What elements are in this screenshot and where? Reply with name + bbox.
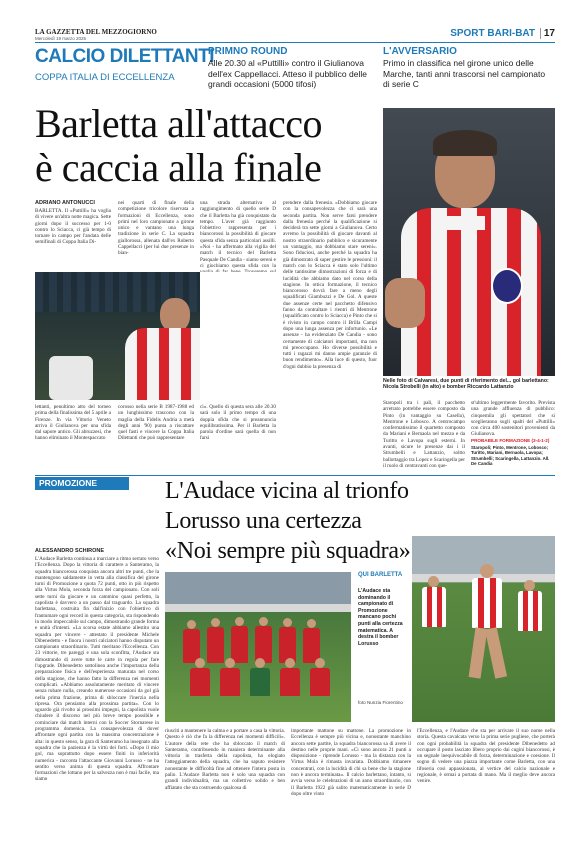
article1-col1: BARLETTA. Il «Puttilli» ha voglia di vivere un'altra notte magica. Sette giorni dopo il successo per 1-0 contro lo Sciacca, ci già tempo di tornare in campo per l'andata delle semifinali di Coppa Italia Di- <box>35 208 111 246</box>
player-figure <box>310 668 330 696</box>
section-rule <box>35 475 555 476</box>
player-head <box>211 618 220 627</box>
player-face <box>160 298 190 332</box>
promo-tag: PROMOZIONE <box>35 477 129 490</box>
jersey-collar <box>445 216 485 230</box>
photo2-credit: foto Nunzia Fiorentino <box>358 700 403 705</box>
promo-col1: L'Audace Barletta continua a marciare a ritmo serrato verso l'Eccellenza. Dopo la vittoria di carattere a Santeramo, la squadra biancorossa conquista ancora altri tre punti, che la mantengono saldamente in vetta alla classifica del girone turni di Promozione a quota 72 punti, otto in più rispetto alla Virtus Mola, seconda forza del campionato. Con soli sette turni da giocare e un cammino quasi perfetto, la capolista è davvero a un passo dal traguardo. La squadra barlettana, costruita fin dall'inizio con l'obiettivo di frantumare ogni record in questa categoria, sta rispondendo in modo impeccabile sul campo, dimostrando grande forma e unità d'intenti. «La scorsa estate abbiamo allestito una squadra per vincere - attestato il presidente Michele Dibenedetto - e finora i nostri calciatori hanno disputato un campionato straordinario. Tutti meritano l'Eccellenza. Con 23 vittorie, tre pareggi e una sola sconfitta, l'Audace sta dimostrando di avere tutte le carte in regola per fare l'upgrade. Dibenedetto sottolinea anche l'importanza della preparazione fisica e dell'esperienza maturata nel corso della stagione, che hanno fatto la differenza nei momenti complicati. «Abbiamo assolutamente meritato di vincere senza rubare nulla, creando numerose occasioni da gol già nella prima frazione, prima di sbloccare l'inerzia nella ripresa. Ora pensiamo alla prossima partita». Con lo sguardo già rivolto ai prossimi impegni, la capolista vuole chiudere il discorso nel più breve tempo possibile e cominciare dai match interni con la Soccer Stornarese in programma domenica. La consapevolezza di dover affrontare ogni partita con la massima concentrazione è alta: in questo senso, la gara di Santeramo ha insegnato alla squadra che la pazienza è la virtù dei forti. «Dopo il mio gol, ma soprattutto dopo essere finiti in inferiorità numerica - racconta l'attaccante Giovanni Lorusso - ne ha sentito verso anima di questa squadra. Affrontare formazioni che lottano per la salvezza non è mai facile, ma siamo <box>35 556 159 783</box>
player-figure <box>207 627 224 663</box>
article1-col4: prendere dalla frenesia. «Dobbiamo giocare con la consapevolezza che ci sarà una seconda partita. Non serve farsi prendere dalla frenesia perché la qualificazione si deciderà tra sette giorni a Giulianova. Certo avremo la possibilità di giocare davanti al nostro straordinario pubblico e sicuramente un vantaggio, ma dobbiamo stare sereni». Sono fiduciosi, anche perché la squadra ha già dimostrato di saper gestire le pressioni: il match con lo Sciacca è stato solo l'ultimo delle tantissime dimostrazioni di forza e di lucidità che abbiamo dato nel corso della stagione. In ottica formazione, il tecnico biancorosso dovrà fare a meno degli squalificati Giambuzzi e De Gol. A queste due assenze certe nel pacchetto difensivo fanno da contraltare i rientri di Mentrone (squalificato contro lo Sciacca) e Pinto che si è rivisto in campo contro il Brilla Campi dopo una lunga assenza per infortunio. «Le assenze - ha evidenziato De Candia - sono certamente di calciatori importanti, ma non mi preoccupano. Ho diverse possibilità e tutti i ragazzi mi danno ampie garanzie di buon rendimento». Alla luce di questo, fuor d'ogni dubbio la presenza di <box>283 200 377 370</box>
player-head <box>315 658 325 668</box>
player-figure <box>231 626 248 663</box>
advertising-boards <box>165 604 351 612</box>
goalkeeper-figure <box>250 668 270 696</box>
box2-title: L'AVVERSARIO <box>383 46 457 57</box>
player-leg <box>485 627 507 678</box>
teammate-figure <box>518 591 542 631</box>
photo2-caption-tag: QUI BARLETTA <box>358 572 403 578</box>
player-head <box>195 658 205 668</box>
promo-col2: riusciti a mantenere la calma e a portare a casa la vittoria. Questo è ciò che fa la differenza nei momenti difficili». L'autore della rete che ha sbloccato il match di Santeramo, contribuendo in maniera determinante alla vittoria in trasferta della capolista, ha elogiato l'atteggiamento della squadra, che ha saputo resistere nonostante le difficoltà fino ad ottenere l'intera posta in palio. L'Audace Barletta non è solo una squadra con grandi individualità, ma un collettivo solido e ben affiatato che sta costruendo qualcosa di <box>165 728 285 791</box>
player-figure <box>220 668 240 696</box>
promo-headline-1: L'Audace vicina al trionfo <box>165 478 409 504</box>
promo-author: ALESSANDRO SCHIRONE <box>35 548 105 554</box>
article1-lower-col2: corosso nella serie B 1987-1988 ed un lunghissimo trascorso con la maglia della Fidelis Andria a metà degli anni '90) punta a riscattare quel fasti e vincere la Coppa Italia Dilettanti che può rappresentare <box>118 404 194 442</box>
promo-headline-3: «Noi sempre più squadra» <box>165 538 411 564</box>
player-head <box>235 617 244 626</box>
player-head <box>480 564 494 578</box>
article1-lower-col1: lettanti, penultimo atto del torneo prima della finalissima del 5 aprile a Firenze. In via Vittorio Veneto arriva il Giulianova per una sfida dal sapore antico. Gli abruzzesi, che hanno eliminato il Montespaccato <box>35 404 111 442</box>
header-rule <box>35 42 555 43</box>
player-head <box>285 658 295 668</box>
player-head <box>225 658 235 668</box>
masthead: LA GAZZETTA DEL MEZZOGIORNO <box>35 28 157 36</box>
box1-text: Alle 20.30 al «Puttilli» contro il Giulianova dell'ex Cappellacci. Atteso il pubblico delle grandi occasioni (5000 tifosi) <box>208 58 367 89</box>
player-figure <box>190 668 210 696</box>
article1-col6: st'ultimo leggermente favorito. Prevista una grande affluenza di pubblico: cinquemila gli spettatori che si sceglieranno sugli spalti del «Puttilli» con circa 400 sostenitori provenienti da Giulianova. <box>471 400 555 438</box>
strobelli-photo <box>383 108 555 376</box>
lorusso-photo <box>412 536 555 722</box>
kicker-subtitle: COPPA ITALIA DI ECCELLENZA <box>35 72 175 83</box>
player-head <box>307 619 316 628</box>
lineup-title: PROBABILE FORMAZIONE (3-4-1-2) <box>471 438 550 443</box>
photo2-caption: L'Audace sta dominando il campionato di Promozione mancano pochi punti alla certezza matematica. A destra il bomber Lorusso <box>358 588 403 647</box>
player-hair <box>433 130 497 156</box>
thumbs-up-hand <box>385 278 425 328</box>
page-header <box>35 28 555 42</box>
player-head <box>259 617 268 626</box>
club-crest-icon <box>491 268 523 304</box>
photo1-caption: Nelle foto di Calvaresi, due punti di riferimento del... gol barlettano: Nicola Strobelli (in alto) e bomber Riccardo Lattanzio <box>383 378 549 391</box>
article1-col2: nei quarti di finale della competizione tricolore riservata a formazioni di Eccellenza, sono primi nel loro campionato a girone unico e vantano una lunga tradizione in serie C. La squadra giallorossa, allenata dall'ex Roberto Cappellacci (per lui due presenze in bian- <box>118 200 194 257</box>
player-leg <box>469 627 488 678</box>
promo-headline-2: Lorusso una certezza <box>165 508 362 534</box>
player-head <box>283 618 292 627</box>
team-photo <box>165 572 351 722</box>
article1-lower-col3: ci». Quello di questa sera alle 20.30 sarà solo il primo tempo di una doppia sfida che si preannuncia equilibratissima. Per il Barletta la parola d'ordine sarà quella di non farsi <box>200 404 276 442</box>
article1-author: ADRIANO ANTONUCCI <box>35 200 95 206</box>
promo-col4: l'Eccellenza, e l'Audace che sta per arrivare il suo nome nella storia. Questa cavalcata verso la prima serie pugliese, che porterà con ogni probabilità la squadra del presidente Dibenedetto ad occupare il posto lasciato libero proprio dai cugini biancorossi, è un segnale inequivocabile di forza, determinazione e coesione. Il sogno di vedere una piazza importante come Barletta, con una tifoseria così appassionata, al vertice del calcio nazionale e regionale, è ormai a portata di mano. Ma il meglio deve ancora venire. <box>417 728 555 785</box>
player-head <box>255 658 265 668</box>
article1-col5: Staropoli tra i pali, il pacchetto arretrato potrebbe essere composto da Pinto (in vantaggio su Casella), Mentrone e Lobosco. A centrocampo confermatissimo il quartetto composto da Mariani e Bernaola nel mezzo e da Turitto e Lavopa sugli esterni. In avanti, sicure le presenze dai i il Strumbelli e Lattanzio, soltto ballottaggio tra Lopez e Scaringella per il ruolo di centravanti con que- <box>383 400 465 469</box>
box2-text: Primo in classifica nel girone unico delle Marche, tanti anni trascorsi nel campionato di serie C <box>383 58 546 89</box>
main-headline-line2: è caccia alla finale <box>35 145 322 190</box>
promo-col3: importante mattone su mattone. La promozione in Eccellenza è sempre più vicina e, nonostante manchino ancora sette partite, la squadra biancorossa sa di avere il destino nelle proprie mani. «Ci sono ancora 21 punti a disposizione - riprende Lorusso - ma la distanza con la Virtus Mola è rimasta invariata. Dobbiamo rimanere concentrati, con la lucidità di chi sa bene che la stagione non è ancora terminata». Il calcio barlettano, intanto, si avvia verso le celebrazioni di un anno straordinario, con il Barletta 1922 già salito matematicamente in serie D dopo oltre vinto <box>291 728 411 797</box>
lineup-text: Staropoli; Pinto, Mentrone, Lobosco; Turitto, Mariani, Bernaola, Lavopa; Strumbelli; Scaringella, Lattanzio. All. De Candia <box>471 445 550 467</box>
player-head <box>428 576 439 587</box>
player-head <box>524 580 535 591</box>
bench-player <box>49 356 93 400</box>
lorusso-figure <box>472 578 502 628</box>
teammate-figure <box>422 587 446 627</box>
page-number: 17 <box>540 28 555 39</box>
issue-date: Mercoledì 19 marzo 2025 <box>35 36 87 41</box>
box1-title: PRIMNO ROUND <box>208 46 288 57</box>
article1-col3-wrap <box>200 272 276 400</box>
player-head <box>187 620 196 629</box>
kicker-title: CALCIO DILETTANTI <box>35 46 215 67</box>
player-figure <box>280 668 300 696</box>
section-name: SPORT BARI-BAT <box>450 28 535 39</box>
article1-col3-top: una strada alternativa al raggiungimento di quello serie D che il Barletta ha già conquistato da tempo. L'aver già raggiunto l'obiettivo rappresenta per i biancorossi la possibilità di giocare questa sfida senza particolari assilli. «Noi - ha affermato alla vigilia del match il tecnico del Barletta Pasquale De Candia - siamo sereni e ci giochiamo questa sfida con la <box>200 200 276 269</box>
main-headline-line1: Barletta all'attacco <box>35 101 323 146</box>
